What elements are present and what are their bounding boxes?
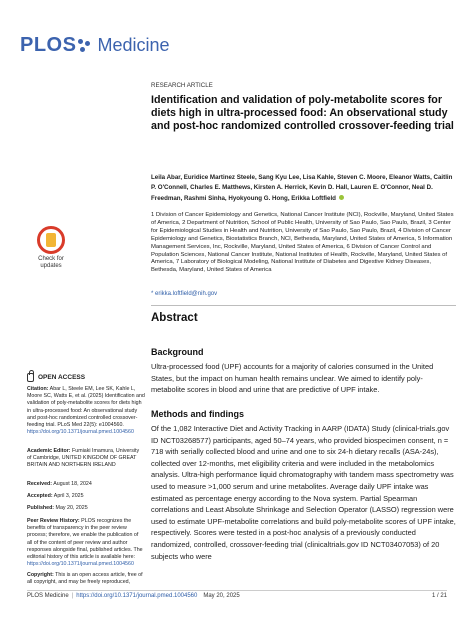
editor-label: Academic Editor: xyxy=(27,448,71,454)
journal-logo[interactable] xyxy=(20,34,170,57)
affiliations: 1 Division of Cancer Epidemiology and Genetics, National Cancer Institute (NCI), Rockville, Maryland, United States of America, 2 Department of Nutrition, School of Public Health, University of Sao Paulo, Sao Paulo, Brazil, 3 Center for Epidemiological Studies in Health and Nutrition, University of Sao Paulo, Sao Paulo, Brazil, 4 Division of Cancer Epidemiology and Genetics, Biostatistics Branch, NCI, Bethesda, Maryland, United States of America, 5 Information Management Services, Inc, Rockville, Maryland, United States of America, 6 Division of Cancer Control and Population Sciences, National Cancer Institute, National Institutes of Health, Rockville, Maryland, United States of America, 7 Laboratory of Biological Modeling, National Institute of Diabetes and Digestive Kidney Diseases, Bethesda, Maryland, United States of America xyxy=(151,212,454,274)
copyright-label: Copyright: xyxy=(27,572,54,578)
footer-separator: | xyxy=(71,593,74,599)
page-number: 1 / 21 xyxy=(431,593,447,599)
accepted-date xyxy=(27,493,145,500)
authors-text: Leila Abar, Euridice Martinez Steele, Sang Kyu Lee, Lisa Kahle, Steven C. Moore, Eleanor Watts, Caitlin P. O'Connell, Charles E. Matthews, Kirsten A. Herrick, Kevin D. Hall, Lauren E. O'Connor, Neal D. Freedman, Rashmi Sinha, Hyokyoung G. Hong, Erikka Loftfield xyxy=(151,174,453,202)
check-updates-label: Check for updates xyxy=(38,256,64,269)
author-list xyxy=(151,173,456,204)
citation-text: Abar L, Steele EM, Lee SK, Kahle L, Moore SC, Watts E, et al. (2025) Identification and validation of poly-metabolite scores for diets high in ultra-processed food: An observational study and post-hoc randomized controlled crossover-feeding trial. PLoS Med 22(5): e1004560. xyxy=(27,386,145,429)
footer-divider xyxy=(27,590,447,591)
citation-doi-link[interactable]: https://doi.org/10.1371/journal.pmed.1004560 xyxy=(27,429,134,436)
open-access-text: OPEN ACCESS xyxy=(38,374,86,381)
received-label: Received: xyxy=(27,481,53,487)
published-label: Published: xyxy=(27,505,55,511)
plos-dots-icon xyxy=(78,39,92,53)
article-title: Identification and validation of poly-metabolite scores for diets high in ultra-processed food: An observational study and post-hoc randomized controlled crossover-feeding trial xyxy=(151,94,454,132)
published-value: May 20, 2025 xyxy=(54,505,88,511)
published-date xyxy=(27,505,145,512)
received-date xyxy=(27,481,145,488)
copyright-text: This is an open access article, free of all copyright, and may be freely reproduced, xyxy=(27,572,143,586)
citation-label: Citation: xyxy=(27,386,49,392)
abstract-heading: Abstract xyxy=(151,312,198,324)
review-text: PLOS recognizes the benefits of transparency in the peer review process; therefore, we enable the publication of all of the content of peer review and author responses alongside final, published articles. The editorial history of this article is available here: xyxy=(27,518,143,561)
background-text: Ultra-processed food (UPF) accounts for a majority of calories consumed in the United States, but the impact on human health remains unclear. We aimed to identify poly-metabolite scores in blood and urine that are predictive of UPF intake. xyxy=(151,362,434,395)
orcid-icon[interactable] xyxy=(339,195,344,200)
copyright-block xyxy=(27,572,145,586)
corresponding-email[interactable]: * erikka.loftfield@nih.gov xyxy=(151,291,218,297)
page-footer xyxy=(27,593,447,599)
accepted-label: Accepted: xyxy=(27,493,53,499)
footer-doi-link[interactable]: https://doi.org/10.1371/journal.pmed.1004560 xyxy=(76,593,198,599)
open-lock-icon xyxy=(27,373,34,382)
editor-text: Fumiaki Imamura, University of Cambridge, UNITED KINGDOM OF GREAT BRITAIN AND NORTHERN IRELAND xyxy=(27,448,140,469)
check-updates-icon xyxy=(37,226,65,254)
footer-journal: PLOS Medicine xyxy=(27,593,69,599)
review-label: Peer Review History: xyxy=(27,518,80,524)
accepted-value: April 3, 2025 xyxy=(52,493,84,499)
footer-date: May 20, 2025 xyxy=(203,593,240,599)
abstract-divider xyxy=(151,305,456,306)
article-type: RESEARCH ARTICLE xyxy=(151,82,213,89)
check-for-updates-badge[interactable] xyxy=(30,226,72,274)
logo-plos-text: PLOS xyxy=(20,34,77,56)
methods-heading: Methods and findings xyxy=(151,409,244,419)
methods-text: Of the 1,082 Interactive Diet and Activity Tracking in AARP (IDATA) Study (clinical-trials.gov ID NCT03268577) participants, aged 50–74 years, who provided biospecimen consent, n = 718 with serially collected blood and urine and one to six 24-h dietary recalls (ASA-24s), collected over 12-months, met eligibility criteria and were included in the metabolomics analysis. Ultra-high performance liquid chromatography with tandem mass spectrometry was used to measure >1,000 serum and urine metabolites. Average daily UPF intake was estimated as percentage energy according to the Nova system. Partial Spearman correlations and Least Absolute Shrinkage and Selection Operator (LASSO) regression were used to estimate UPF-metabolite correlations and build poly-metabolite scores of UPF intake, respectively. Scores were tested in a post-hoc analysis of a previously conducted randomized, controlled, crossover-feeding trial (clinicaltrials.gov ID NCT03407053) of 20 subjects who were xyxy=(151,424,456,561)
open-access-label xyxy=(27,373,85,382)
logo-journal-name: Medicine xyxy=(97,35,170,55)
citation-block xyxy=(27,386,145,436)
received-value: August 18, 2024 xyxy=(52,481,92,487)
peer-review-block xyxy=(27,518,145,568)
editor-block xyxy=(27,448,145,470)
review-doi-link[interactable]: https://doi.org/10.1371/journal.pmed.1004560 xyxy=(27,561,134,568)
background-heading: Background xyxy=(151,347,204,357)
